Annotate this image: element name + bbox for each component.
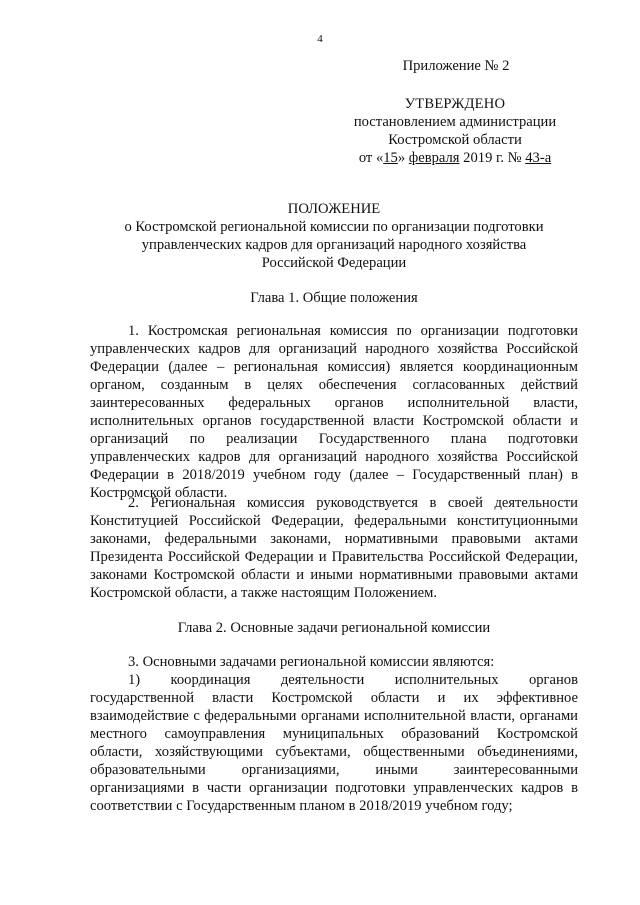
chapter-2-title: Глава 2. Основные задачи региональной комиссии: [177, 620, 491, 636]
paragraph-3-intro: 3. Основными задачами региональной комиссии являются:: [128, 654, 495, 670]
date-month: февраля: [408, 150, 460, 166]
document-number: 43-а: [525, 150, 552, 166]
date-day: 15: [383, 150, 398, 166]
paragraph-2: 2. Региональная комиссия руководствуется в своей деятельности Конституцией Российской Федерации, федеральными конституционными законами, федеральными законами, нормативными правовыми актами Президента Российской Федерации и Правительства Российской Федерации, законами Костромской области и иными нормативными правовыми актами Костромской области, а также настоящим Положением.: [90, 495, 578, 601]
paragraph-3-item-1: 1) координация деятельности исполнительных органов государственной власти Костромской области и их эффективное взаимодействие с федеральными органами исполнительной власти, органами местного самоуправления муниципальных образований Костромской области, хозяйствующими субъектами, общественными объединениями, образовательными организациями, иными заинтересованными организациями в части организации подготовки управленческих кадров в соответствии с Государственным планом в 2018/2019 учебном году;: [90, 672, 578, 814]
date-year: 2019 г. №: [459, 150, 526, 166]
document-heading: ПОЛОЖЕНИЕ: [287, 201, 381, 217]
appendix-label: Приложение № 2: [402, 58, 510, 74]
chapter-1-title: Глава 1. Общие положения: [250, 290, 418, 306]
approval-title: УТВЕРЖДЕНО: [404, 96, 506, 112]
date-prefix: от «: [358, 150, 384, 166]
date-mid: »: [397, 150, 409, 166]
paragraph-3: [90, 653, 578, 815]
paragraph-1: 1. Костромская региональная комиссия по организации подготовки управленческих кадров для организаций народного хозяйства Российской Федерации (далее – региональная комиссия) является координационным органом, созданным в целях обеспечения согласованных действий заинтересованных федеральных органов исполнительной власти, исполнительных органов государственной власти Костромской области и организаций по реализации Государственного плана подготовки управленческих кадров для организаций народного хозяйства Российской Федерации в 2018/2019 учебном году (далее – Государственный план) в Костромской области.: [90, 323, 578, 501]
approval-line-1: постановлением администрации: [353, 114, 557, 130]
approval-line-2: Костромской области: [388, 132, 522, 148]
document-title-block: [90, 200, 578, 272]
document-subtitle-line-2: управленческих кадров для организаций народного хозяйства: [141, 237, 527, 253]
approval-block: [330, 95, 580, 167]
approval-date: [330, 149, 580, 167]
document-subtitle-line-3: Российской Федерации: [261, 255, 407, 271]
document-subtitle-line-1: о Костромской региональной комиссии по организации подготовки: [124, 219, 544, 235]
page-number: 4: [317, 33, 323, 45]
